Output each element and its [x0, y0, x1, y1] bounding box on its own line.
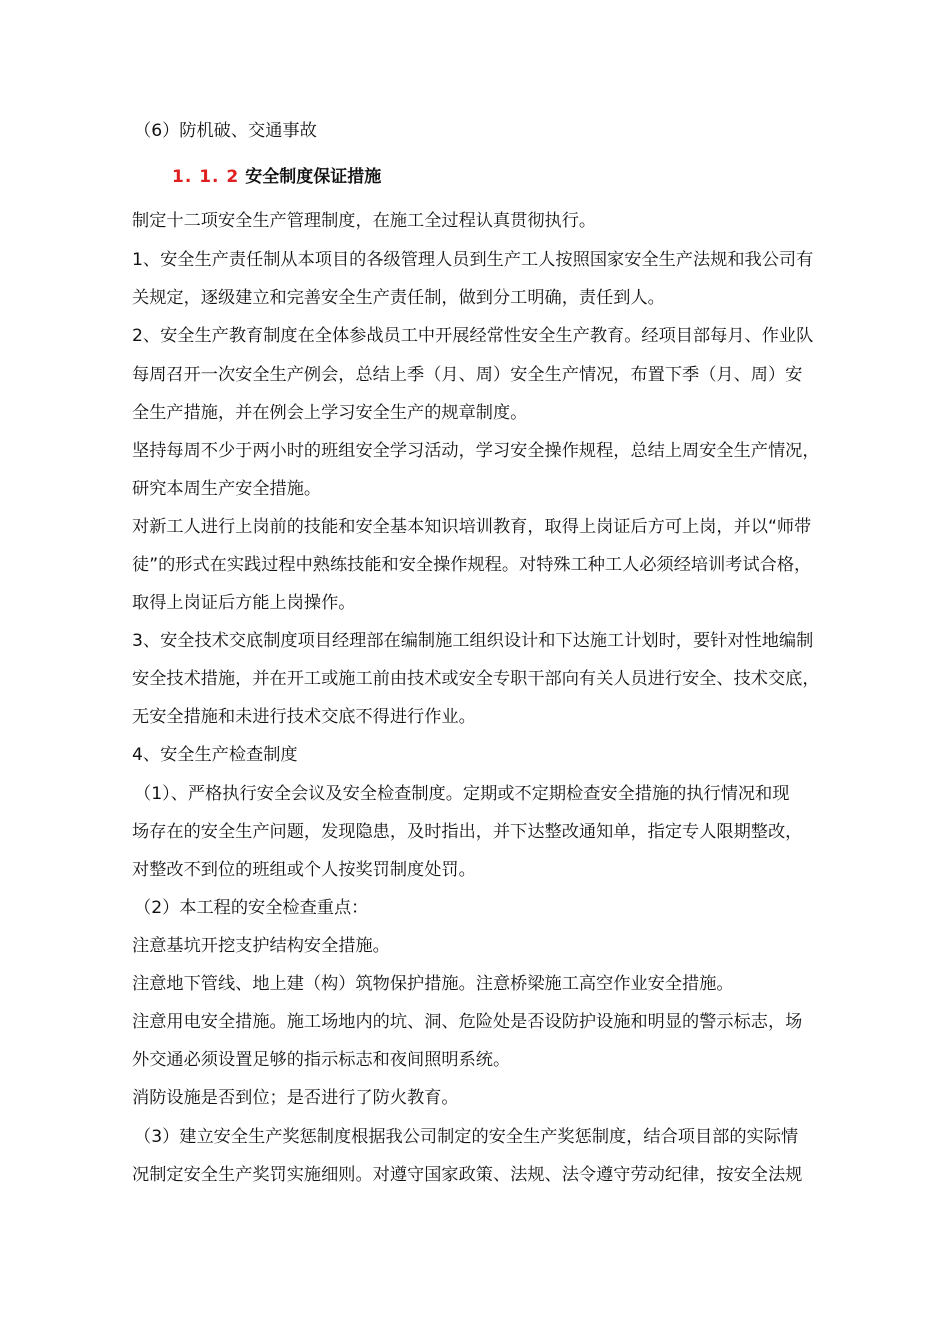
- section-number: 1. 1. 2: [172, 167, 240, 187]
- paragraph-line: 坚持每周不少于两小时的班组安全学习活动，学习安全操作规程，总结上周安全生产情况，: [132, 441, 820, 461]
- paragraph-line: 制定十二项安全生产管理制度，在施工全过程认真贯彻执行。: [132, 211, 597, 231]
- paragraph-line: 对新工人进行上岗前的技能和安全基本知识培训教育，取得上岗证后方可上岗，并以“师带: [132, 517, 812, 537]
- paragraph-line: 对整改不到位的班组或个人按奖罚制度处罚。: [132, 860, 476, 880]
- paragraph-line: 场存在的安全生产问题，发现隐患，及时指出，并下达整改通知单，指定专人限期整改，: [132, 822, 803, 842]
- paragraph-line: 3、安全技术交底制度项目经理部在编制施工组织设计和下达施工计划时，要针对性地编制: [132, 631, 814, 651]
- paragraph-line: 关规定，逐级建立和完善安全生产责任制，做到分工明确，责任到人。: [132, 288, 665, 308]
- paragraph-line: 研究本周生产安全措施。: [132, 479, 322, 499]
- paragraph-line: 无安全措施和未进行技术交底不得进行作业。: [132, 707, 476, 727]
- paragraph-line: 1、安全生产责任制从本项目的各级管理人员到生产工人按照国家安全生产法规和我公司有: [132, 250, 814, 270]
- paragraph-line: （1）、严格执行安全会议及安全检查制度。定期或不定期检查安全措施的执行情况和现: [134, 784, 790, 804]
- paragraph-line: 注意地下管线、地上建（构）筑物保护措施。注意桥梁施工高空作业安全措施。: [132, 974, 734, 994]
- paragraph-line: 安全技术措施，并在开工或施工前由技术或安全专职干部向有关人员进行安全、技术交底，: [132, 669, 820, 689]
- paragraph-line: 注意用电安全措施。施工场地内的坑、洞、危险处是否设防护设施和明显的警示标志，场: [132, 1012, 803, 1032]
- paragraph-line: 取得上岗证后方能上岗操作。: [132, 593, 356, 613]
- list-item-6: （6）防机破、交通事故: [134, 121, 317, 141]
- paragraph-line: （3）建立安全生产奖惩制度根据我公司制定的安全生产奖惩制度，结合项目部的实际情: [134, 1127, 799, 1147]
- paragraph-line: （2）本工程的安全检查重点：: [134, 898, 369, 918]
- paragraph-line: 况制定安全生产奖罚实施细则。对遵守国家政策、法规、法令遵守劳动纪律，按安全法规: [132, 1165, 803, 1185]
- paragraph-line: 徒”的形式在实践过程中熟练技能和安全操作规程。对特殊工种工人必须经培训考试合格，: [132, 555, 812, 575]
- paragraph-line: 消防设施是否到位；是否进行了防火教育。: [132, 1088, 459, 1108]
- paragraph-line: 注意基坑开挖支护结构安全措施。: [132, 936, 390, 956]
- section-heading: [172, 166, 381, 188]
- paragraph-line: 4、安全生产检查制度: [132, 745, 298, 765]
- paragraph-line: 全生产措施，并在例会上学习安全生产的规章制度。: [132, 403, 528, 423]
- paragraph-line: 外交通必须设置足够的指示标志和夜间照明系统。: [132, 1050, 511, 1070]
- section-title: 安全制度保证措施: [245, 167, 382, 187]
- paragraph-line: 每周召开一次安全生产例会，总结上季（月、周）安全生产情况，布置下季（月、周）安: [132, 365, 803, 385]
- paragraph-line: 2、安全生产教育制度在全体参战员工中开展经常性安全生产教育。经项目部每月、作业队: [132, 326, 814, 346]
